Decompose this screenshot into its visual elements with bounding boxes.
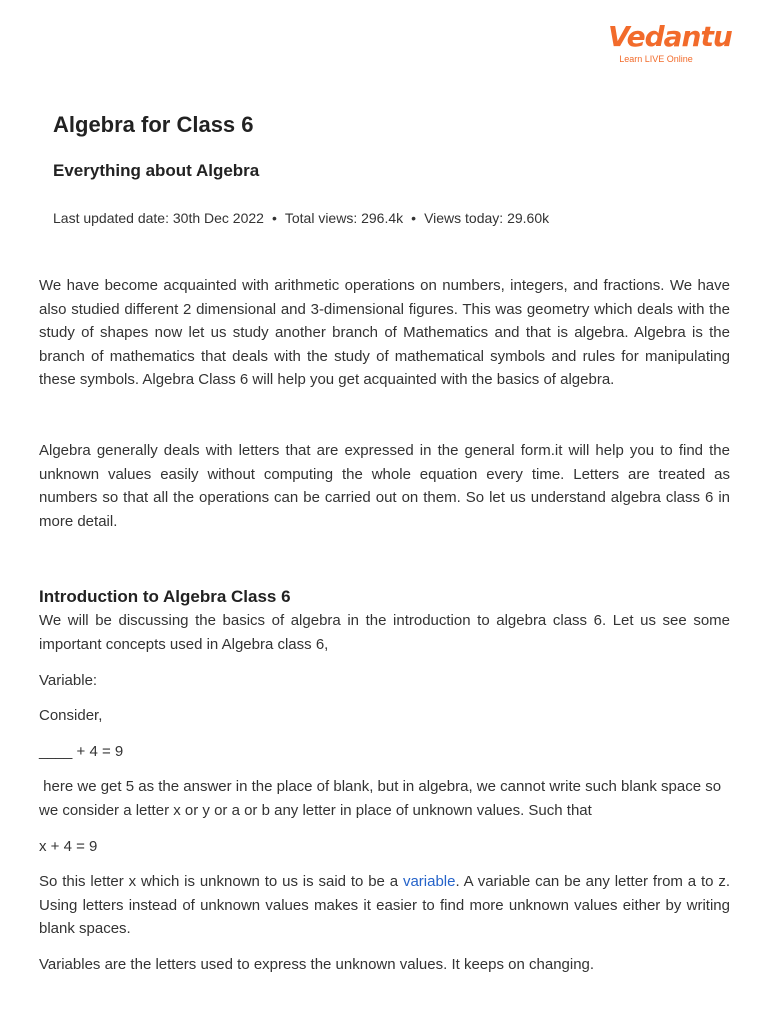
vedantu-logo[interactable] — [608, 20, 732, 64]
page-subtitle: Everything about Algebra — [53, 161, 260, 180]
section-heading: Introduction to Algebra Class 6 — [39, 587, 291, 607]
variable-label: Variable: — [39, 671, 98, 689]
variable-def-before: So this letter x which is unknown to us is said to be a — [39, 873, 403, 891]
variable-definition — [39, 870, 730, 941]
intro-paragraph-1: We have become acquainted with arithmetic operations on numbers, integers, and fractions. We have also studied different 2 dimensional and 3-dimensional figures. This was geometry which deals with the study of shapes now let us study another branch of Mathematics and that is algebra. Algebra is the branch of mathematics that deals with the study of mathematical symbols and rules for manipulating these symbols. Algebra Class 6 will help you get acquainted with the basics of algebra. — [39, 277, 730, 389]
explanation-paragraph: here we get 5 as the answer in the place of blank, but in algebra, we cannot write such blank space so we consider a letter x or y or a or b any letter in place of unknown values. Such that — [39, 778, 726, 819]
total-views: Total views: 296.4k — [284, 210, 404, 226]
consider-text: Consider, — [39, 707, 103, 725]
logo-wordmark: Vedantu — [608, 20, 732, 53]
variable-link[interactable]: variable — [402, 873, 456, 891]
variables-summary: Variables are the letters used to express the unknown values. It keeps on changing. — [39, 955, 595, 973]
variable-def-after: . A variable can be any letter from a to z. Using letters instead of unknown values makes it easier to find more unknown values either by writing blank spaces. — [39, 873, 730, 938]
blank-equation: ____ + 4 = 9 — [39, 742, 124, 760]
last-updated: Last updated date: 30th Dec 2022 — [53, 210, 264, 226]
x-equation: x + 4 = 9 — [39, 837, 98, 855]
meta-separator: • — [411, 210, 417, 226]
meta-separator: • — [271, 210, 277, 226]
article-meta — [53, 210, 549, 226]
views-today: Views today: 29.60k — [424, 210, 550, 226]
article-body — [39, 274, 730, 976]
section-intro: We will be discussing the basics of algebra in the introduction to algebra class 6. Let us see some important concepts used in Algebra class 6, — [39, 612, 730, 653]
logo-tagline: Learn LIVE Online — [619, 54, 693, 64]
intro-paragraph-2: Algebra generally deals with letters that are expressed in the general form.it will help you to find the unknown values easily without computing the whole equation every time. Letters are treated as numbers so that all the operations can be carried out on them. So let us understand algebra class 6 in more detail. — [39, 441, 730, 530]
page-title: Algebra for Class 6 — [53, 112, 254, 137]
